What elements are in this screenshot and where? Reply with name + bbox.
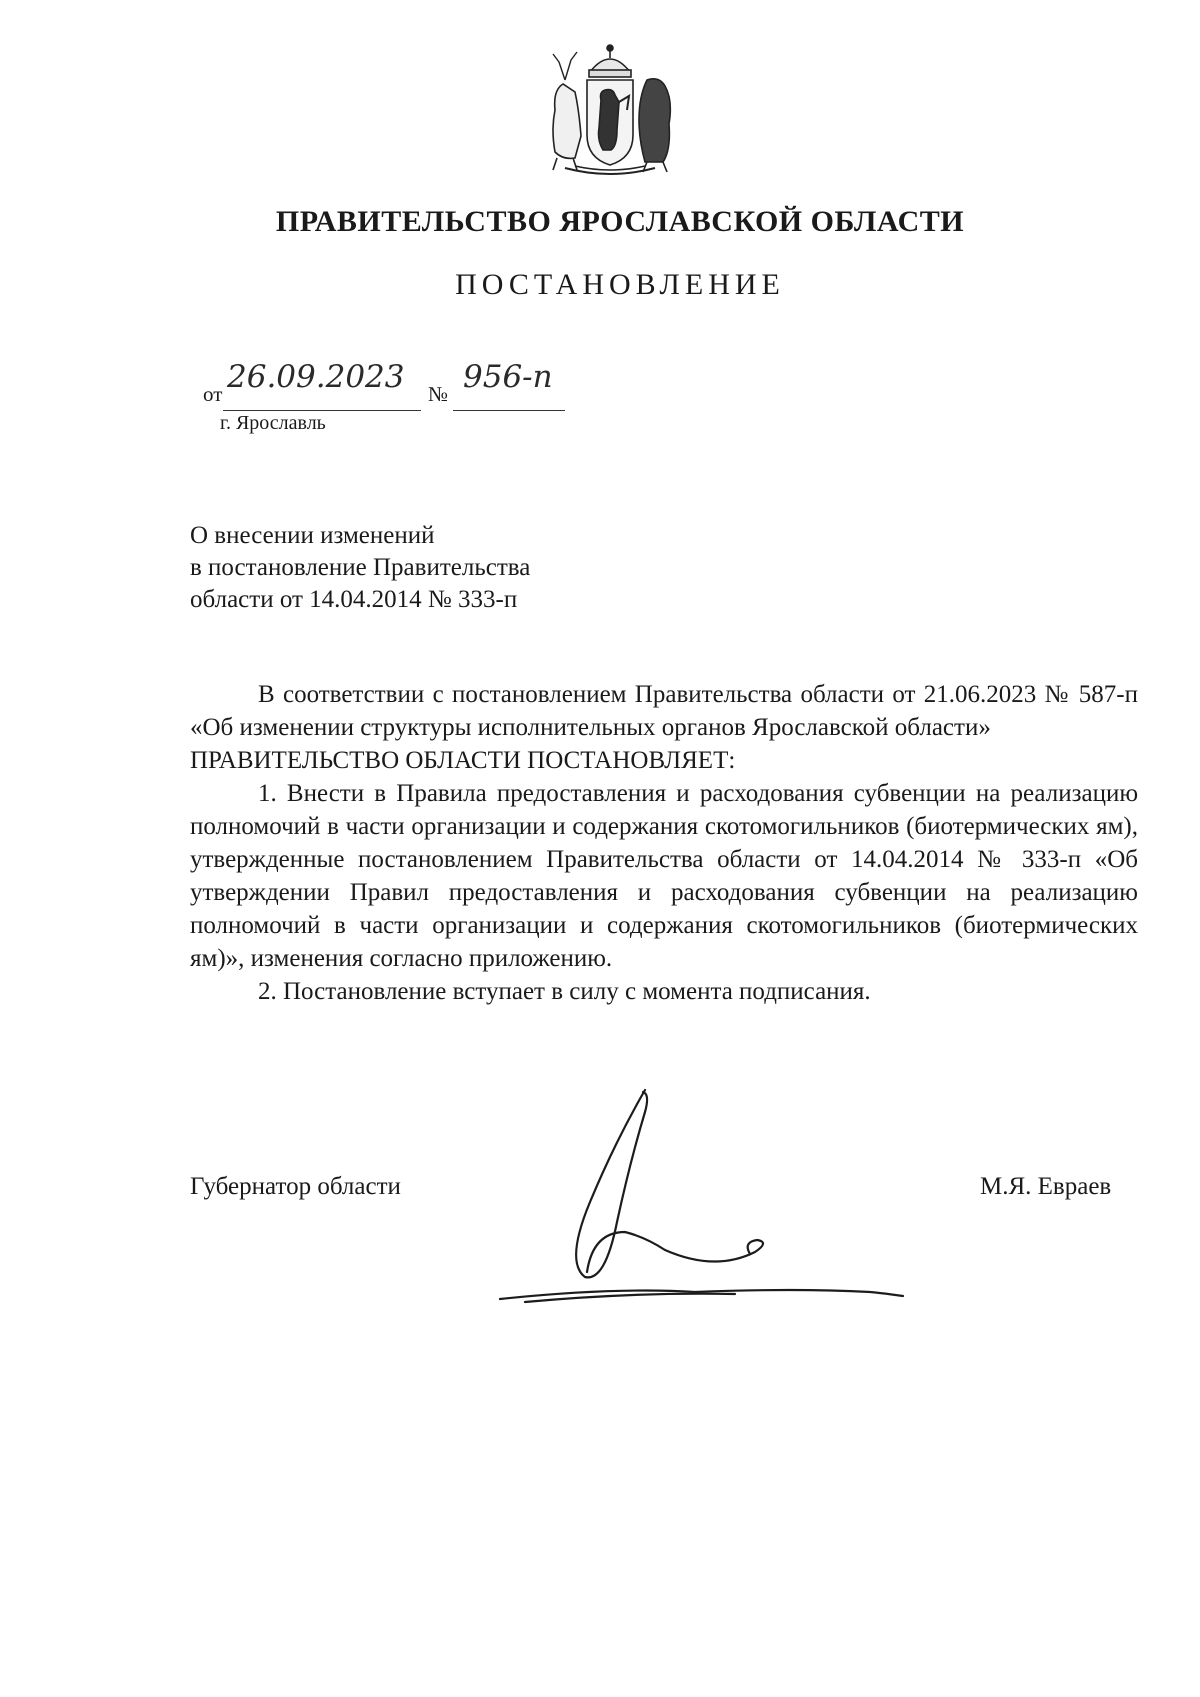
doc-type: ПОСТАНОВЛЕНИЕ <box>455 268 785 301</box>
date-label: от <box>203 382 223 406</box>
org-title: ПРАВИТЕЛЬСТВО ЯРОСЛАВСКОЙ ОБЛАСТИ <box>275 205 965 238</box>
subject-line: области от 14.04.2014 № 333-п <box>190 586 518 613</box>
number-underline <box>453 410 565 411</box>
number-value: 956-п <box>463 359 553 395</box>
date-underline <box>223 410 421 411</box>
item-2-paragraph: 2. Постановление вступает в силу с момента подписания. <box>258 978 871 1005</box>
decree-heading: ПРАВИТЕЛЬСТВО ОБЛАСТИ ПОСТАНОВЛЯЕТ: <box>190 747 736 774</box>
coat-of-arms-icon <box>535 40 685 180</box>
signer-name: М.Я. Евраев <box>980 1173 1112 1200</box>
city: г. Ярославль <box>220 412 326 434</box>
date-value: 26.09.2023 <box>227 359 405 395</box>
subject-line: в постановление Правительства <box>190 554 531 581</box>
signer-position: Губернатор области <box>190 1173 401 1200</box>
item-1-paragraph: 1. Внести в Правила предоставления и расходования субвенции на реализацию полномочий в части организации и содержания скотомогильников (биотермических ям), утвержденные постановлением Правительства области от 14.04.2014 № 333-п «Об утверждении Правил предоставления и расходования субвенции на реализацию полномочий в части организации и содержания скотомогильников (биотермических ям)», изменения согласно приложению. <box>190 780 1138 972</box>
body-text <box>190 678 1138 1008</box>
subject-line: О внесении изменений <box>190 522 435 549</box>
signature-icon <box>495 1082 935 1312</box>
number-label: № <box>428 382 449 406</box>
subject-block <box>190 520 530 616</box>
preamble-paragraph: В соответствии с постановлением Правительства области от 21.06.2023 № 587-п «Об изменении структуры исполнительных органов Ярославской области» <box>190 681 1138 741</box>
